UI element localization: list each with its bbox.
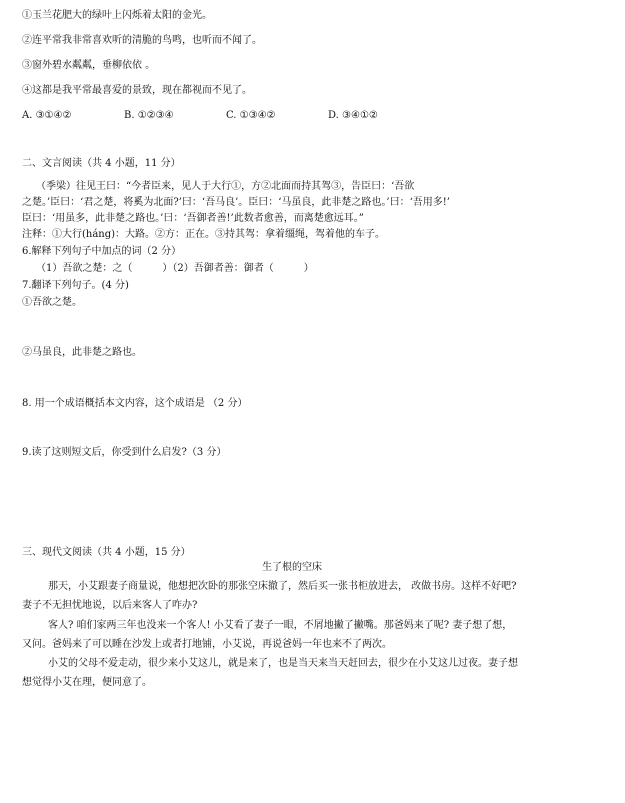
- annotation: 注释：①大行(háng)：大路。②方：正在。③持其驾：拿着缰绳，驾着他的车子。: [22, 229, 386, 240]
- article-para-1-line-2: 妻子不无担忧地说，以后来客人了咋办?: [22, 600, 198, 611]
- article-title: 生了根的空床: [262, 562, 322, 573]
- passage-line-3: 臣曰：‘用虽多，此非楚之路也。’曰：‘吾御者善!’此数者愈善，而离楚愈远耳。”: [22, 213, 364, 224]
- option-b: B. ①②③④: [124, 110, 174, 121]
- question-7: 7.翻译下列句子。(4 分): [22, 280, 129, 291]
- q1-line-4: ④这都是我平常最喜爱的景致，现在都视而不见了。: [22, 85, 252, 96]
- question-6-items: （1）吾欲之楚：之（ ）（2）吾御者善：御者（ ）: [36, 263, 314, 274]
- section2-title: 二、文言阅读（共 4 小题，11 分）: [22, 158, 181, 169]
- question-7-item-2: ②马虽良，此非楚之路也。: [22, 347, 142, 358]
- passage-line-1: （季梁）往见王曰：“今者臣来，见人于大行①，方②北面而持其驾③，告臣曰：‘吾欲: [36, 181, 415, 192]
- question-6: 6.解释下列句子中加点的词（2 分）: [22, 246, 182, 257]
- article-para-2-line-2: 又问。爸妈来了可以睡在沙发上或者打地铺，小艾说，再说爸妈一年也来不了两次。: [22, 639, 392, 650]
- question-8: 8. 用一个成语概括本文内容，这个成语是 （2 分）: [22, 398, 248, 409]
- question-7-item-1: ①吾欲之楚。: [22, 297, 82, 308]
- option-c: C. ①③④②: [226, 110, 276, 121]
- article-para-3-line-2: 想觉得小艾在理，便同意了。: [22, 677, 152, 688]
- q1-line-1: ①玉兰花肥大的绿叶上闪烁着太阳的金光。: [22, 10, 212, 21]
- option-a: A. ③①④②: [22, 110, 72, 121]
- question-9: 9.读了这则短文后，你受到什么启发?（3 分）: [22, 447, 227, 458]
- article-para-3-line-1: 小艾的父母不爱走动，很少来小艾这儿，就是来了，也是当天来当天赶回去，很少在小艾这儿过夜。妻子想: [48, 658, 518, 669]
- article-para-2-line-1: 客人? 咱们家两三年也没来一个客人! 小艾看了妻子一眼，不屑地撇了撇嘴。那爸妈来了呢? 妻子想了想，: [48, 620, 513, 631]
- article-para-1-line-1: 那天，小艾跟妻子商量说，他想把次卧的那张空床撤了，然后买一张书柜放进去， 改做书房。这样不好吧?: [48, 581, 517, 592]
- option-d: D. ③④①②: [328, 110, 378, 121]
- q1-line-2: ②连平常我非常喜欢听的清脆的鸟鸣，也听而不闻了。: [22, 35, 262, 46]
- section3-title: 三、现代文阅读（共 4 小题，15 分）: [22, 547, 191, 558]
- passage-line-2: 之楚。’臣曰：‘君之楚，将奚为北面?’曰：‘吾马良’。臣曰：‘马虽良，此非楚之路也。’曰：‘吾用多!’: [22, 197, 450, 208]
- q1-options: [22, 109, 430, 123]
- q1-line-3: ③窗外碧水粼粼，垂柳依依 。: [22, 60, 156, 71]
